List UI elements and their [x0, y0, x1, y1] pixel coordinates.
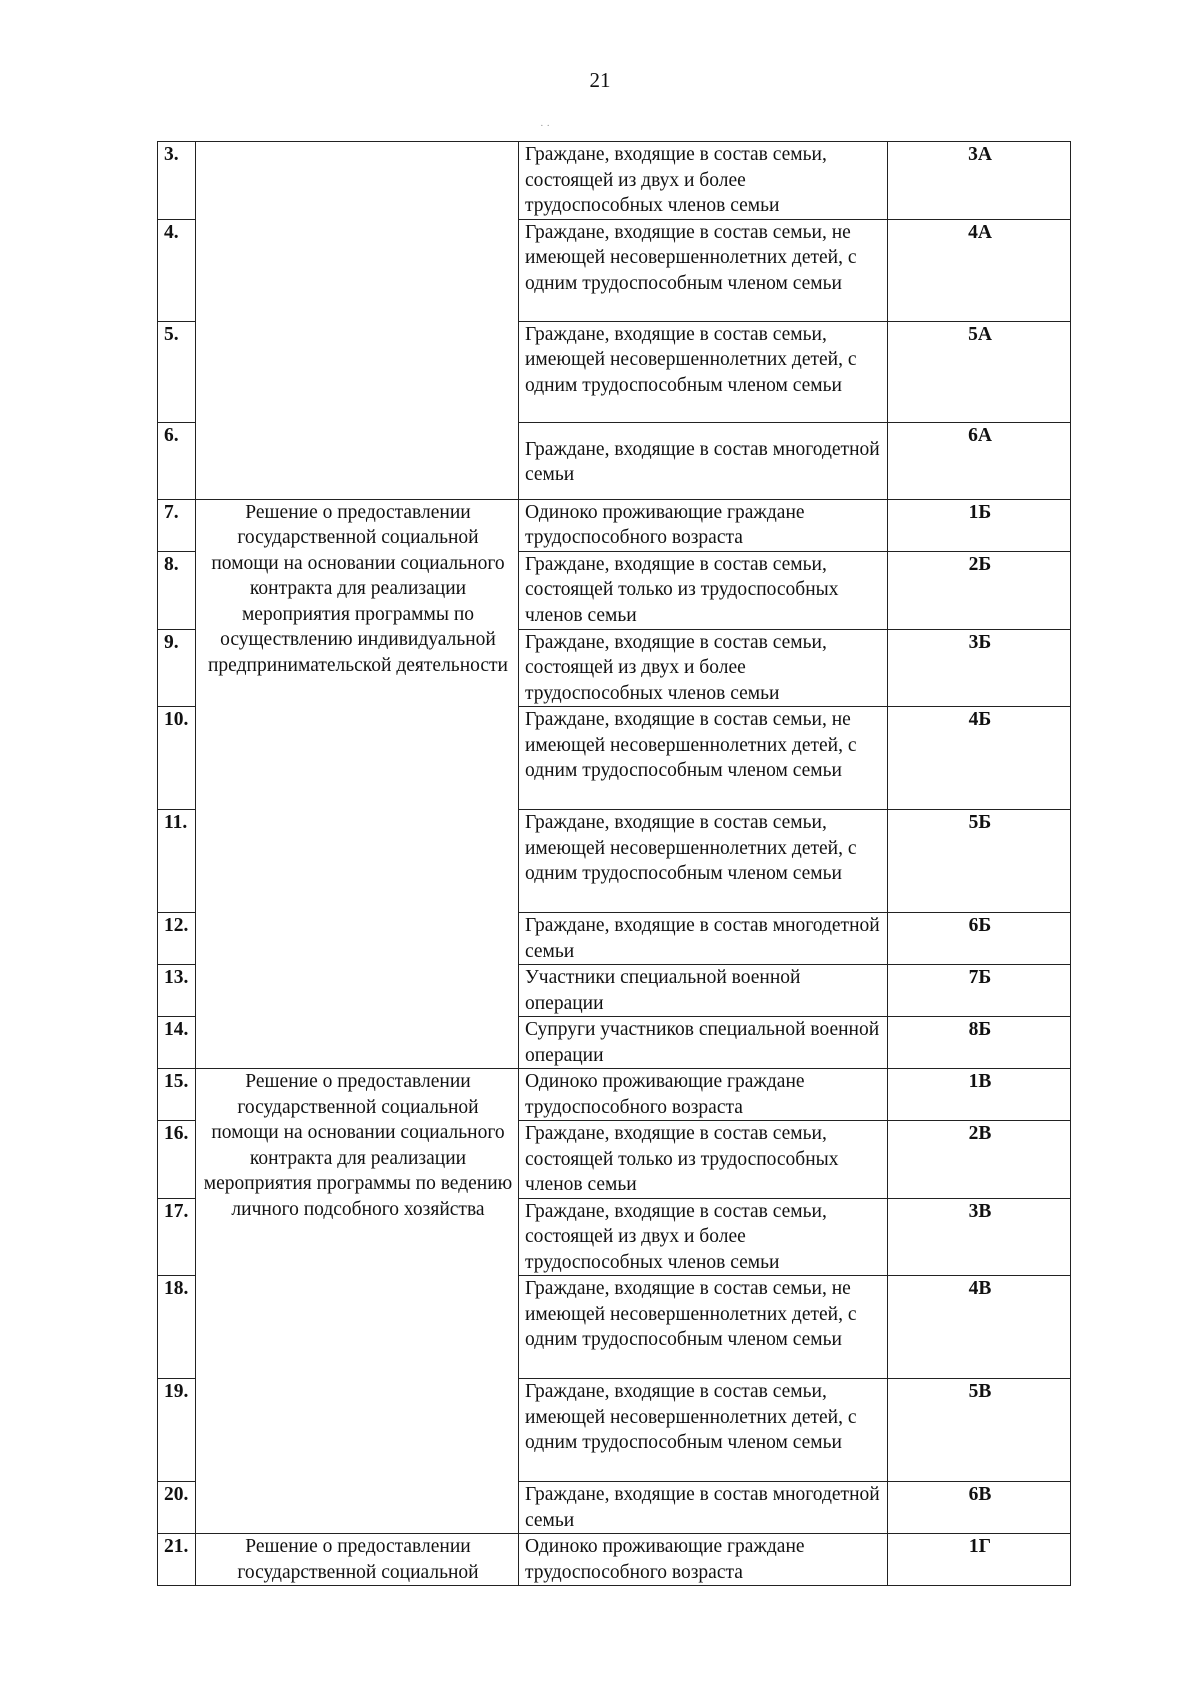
row-number: 7. [158, 499, 196, 551]
row-number: 17. [158, 1198, 196, 1276]
category-cell: Граждане, входящие в состав семьи, состоящей только из трудоспособных членов семьи [519, 551, 888, 629]
group-description: Решение о предоставлении государственной социальной помощи на основании социального контракта для реализации мероприятия программы по осуществлению индивидуальной предпринимательской деятельности [196, 499, 519, 1069]
code-cell: 1В [888, 1069, 1071, 1121]
row-number: 20. [158, 1482, 196, 1534]
code-cell: 4В [888, 1276, 1071, 1379]
code-cell: 5А [888, 321, 1071, 422]
category-cell: Граждане, входящие в состав семьи, состоящей из двух и более трудоспособных членов семьи [519, 142, 888, 220]
code-cell: 1Б [888, 499, 1071, 551]
row-number: 21. [158, 1534, 196, 1586]
category-cell: Участники специальной военной операции [519, 965, 888, 1017]
code-cell: 4Б [888, 707, 1071, 810]
code-cell: 8Б [888, 1017, 1071, 1069]
category-cell: Граждане, входящие в состав семьи, имеющей несовершеннолетних детей, с одним трудоспособным членом семьи [519, 810, 888, 913]
row-number: 8. [158, 551, 196, 629]
row-number: 19. [158, 1379, 196, 1482]
row-number: 9. [158, 629, 196, 707]
row-number: 6. [158, 422, 196, 499]
code-cell: 1Г [888, 1534, 1071, 1586]
code-cell: 3В [888, 1198, 1071, 1276]
table-row [158, 499, 1071, 551]
table-row [158, 1534, 1071, 1586]
code-cell: 6Б [888, 913, 1071, 965]
category-cell: Граждане, входящие в состав многодетной семьи [519, 422, 888, 499]
code-cell: 5Б [888, 810, 1071, 913]
table-row [158, 1069, 1071, 1121]
category-cell: Граждане, входящие в состав семьи, имеющей несовершеннолетних детей, с одним трудоспособным членом семьи [519, 321, 888, 422]
group-description [196, 142, 519, 500]
code-cell: 7Б [888, 965, 1071, 1017]
category-cell: Граждане, входящие в состав семьи, состоящей из двух и более трудоспособных членов семьи [519, 1198, 888, 1276]
category-cell: Одиноко проживающие граждане трудоспособного возраста [519, 499, 888, 551]
code-cell: 5В [888, 1379, 1071, 1482]
row-number: 18. [158, 1276, 196, 1379]
category-cell: Граждане, входящие в состав семьи, имеющей несовершеннолетних детей, с одним трудоспособным членом семьи [519, 1379, 888, 1482]
code-cell: 3А [888, 142, 1071, 220]
category-cell: Одиноко проживающие граждане трудоспособного возраста [519, 1534, 888, 1586]
eligibility-table [157, 141, 1071, 1586]
group-description: Решение о предоставлении государственной социальной [196, 1534, 519, 1586]
category-cell: Одиноко проживающие граждане трудоспособного возраста [519, 1069, 888, 1121]
page-number: 21 [589, 68, 611, 92]
row-number: 10. [158, 707, 196, 810]
scan-speck: · · [540, 120, 551, 132]
row-number: 3. [158, 142, 196, 220]
row-number: 16. [158, 1121, 196, 1199]
code-cell: 3Б [888, 629, 1071, 707]
row-number: 15. [158, 1069, 196, 1121]
row-number: 13. [158, 965, 196, 1017]
row-number: 14. [158, 1017, 196, 1069]
category-cell: Граждане, входящие в состав семьи, состоящей только из трудоспособных членов семьи [519, 1121, 888, 1199]
category-cell: Граждане, входящие в состав многодетной семьи [519, 913, 888, 965]
code-cell: 6А [888, 422, 1071, 499]
row-number: 4. [158, 219, 196, 321]
category-cell: Супруги участников специальной военной операции [519, 1017, 888, 1069]
category-cell: Граждане, входящие в состав семьи, не имеющей несовершеннолетних детей, с одним трудоспособным членом семьи [519, 1276, 888, 1379]
category-cell: Граждане, входящие в состав семьи, не имеющей несовершеннолетних детей, с одним трудоспособным членом семьи [519, 219, 888, 321]
category-cell: Граждане, входящие в состав семьи, состоящей из двух и более трудоспособных членов семьи [519, 629, 888, 707]
row-number: 12. [158, 913, 196, 965]
group-description: Решение о предоставлении государственной социальной помощи на основании социального контракта для реализации мероприятия программы по ведению личного подсобного хозяйства [196, 1069, 519, 1534]
category-cell: Граждане, входящие в состав многодетной семьи [519, 1482, 888, 1534]
code-cell: 2В [888, 1121, 1071, 1199]
code-cell: 4А [888, 219, 1071, 321]
table-row [158, 142, 1071, 220]
code-cell: 2Б [888, 551, 1071, 629]
row-number: 11. [158, 810, 196, 913]
code-cell: 6В [888, 1482, 1071, 1534]
category-cell: Граждане, входящие в состав семьи, не имеющей несовершеннолетних детей, с одним трудоспособным членом семьи [519, 707, 888, 810]
row-number: 5. [158, 321, 196, 422]
